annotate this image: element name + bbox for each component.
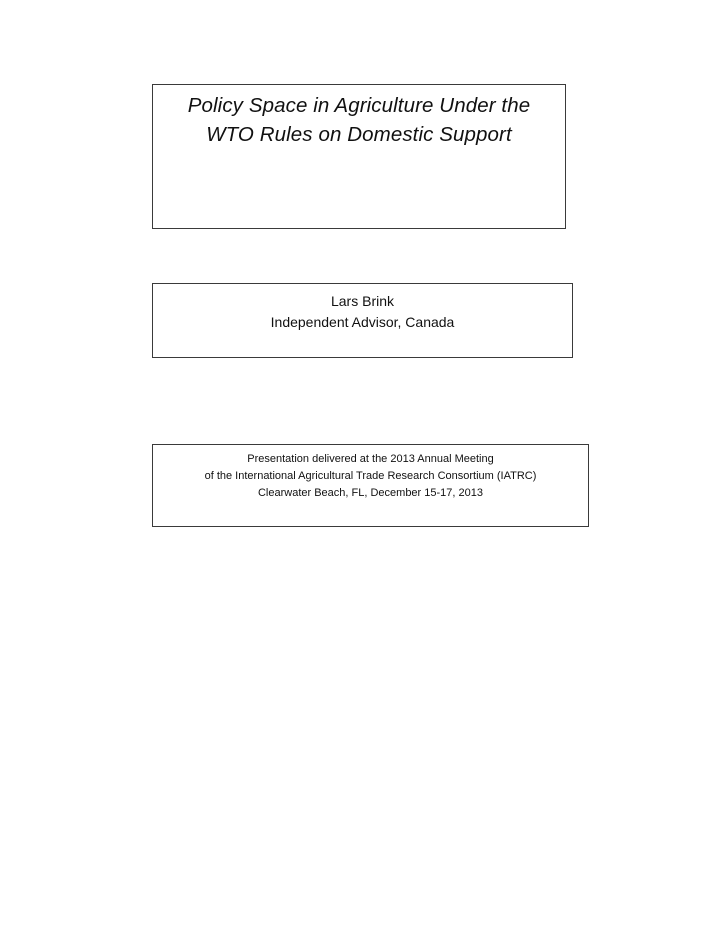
author-name: Lars Brink: [330, 293, 395, 309]
title-box: [152, 84, 566, 229]
author-box: [152, 283, 573, 358]
title-line-2: WTO Rules on Domestic Support: [206, 123, 512, 146]
presentation-line-2: of the International Agricultural Trade Research Consortium (IATRC): [204, 470, 537, 482]
presentation-line-1: Presentation delivered at the 2013 Annual Meeting: [247, 453, 494, 465]
presentation-line-3: Clearwater Beach, FL, December 15-17, 2013: [257, 487, 483, 499]
presentation-box: [152, 444, 589, 527]
author-affiliation: Independent Advisor, Canada: [270, 314, 455, 330]
title-line-1: Policy Space in Agriculture Under the: [187, 94, 531, 117]
